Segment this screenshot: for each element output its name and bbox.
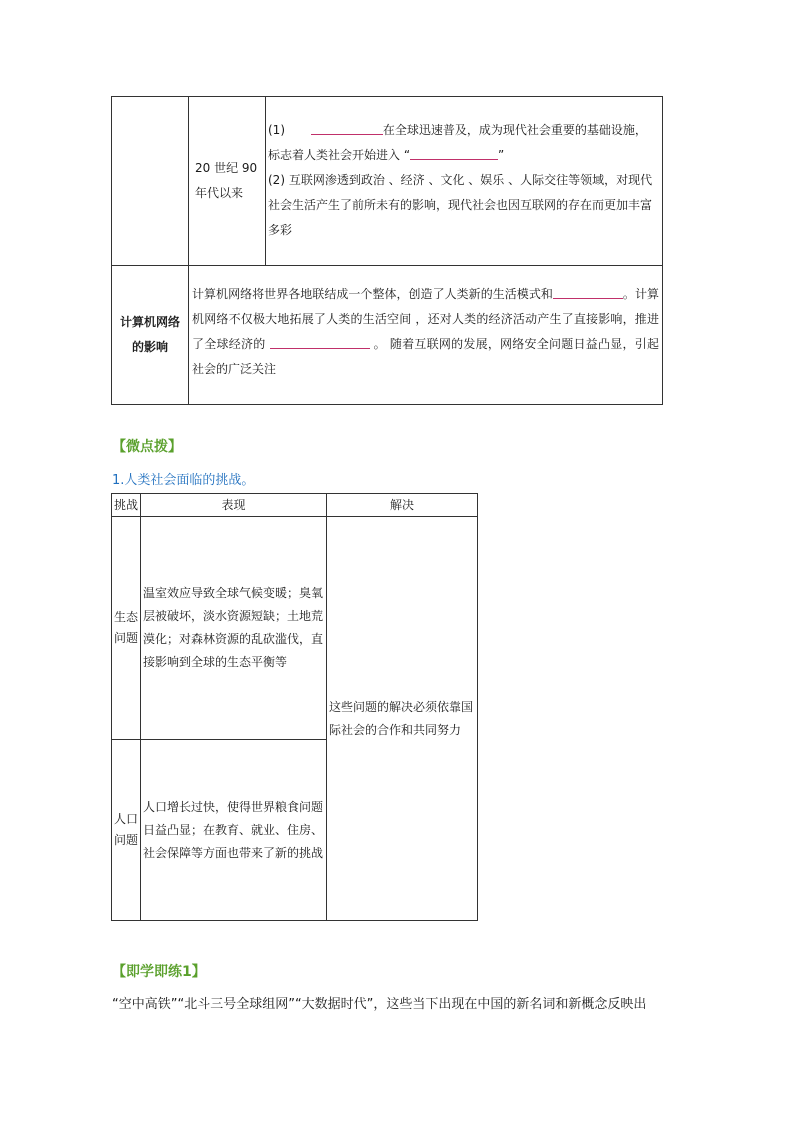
item2: (2) 互联网渗透到政治 、经济 、文化 、娱乐 、人际交往等领域，对现代社会生活产生了前所未有的影响，现代社会也因互联网的存在而更加丰富多彩 <box>268 172 653 237</box>
header-challenge: 挑战 <box>112 494 141 517</box>
blank-line[interactable] <box>270 334 370 349</box>
era-description <box>266 97 663 266</box>
item1-num: (1) <box>268 122 285 137</box>
blank-line[interactable] <box>410 145 498 160</box>
category-cell: 人口问题 <box>112 740 141 921</box>
performance-cell: 温室效应导致全球气候变暖；臭氧层被破坏，淡水资源短缺；土地荒漠化；对森林资源的乱砍滥伐，直接影响到全球的生态平衡等 <box>141 517 327 740</box>
header-performance: 表现 <box>141 494 327 517</box>
table-row <box>112 97 663 266</box>
section-heading: 【即学即练1】 <box>112 964 206 980</box>
item1-text: 在全球迅速普及，成为现代社会重要的基础设施，标志着人类社会开始进入 “ <box>268 122 647 162</box>
item1-close: ” <box>498 147 505 162</box>
blank-line[interactable] <box>311 120 383 135</box>
table-row <box>112 266 663 405</box>
impact-text: 计算机网络将世界各地联结成一个整体，创造了人类新的生活模式和 。计算机网络不仅极大地拓展了人类的生活空间 ，还对人类的经济活动产生了直接影响，推进了全球经济的 。 随着互联网的发展，网络安全问题日益凸显，引起社会的广泛关注 <box>189 266 663 405</box>
solution-cell: 这些问题的解决必须依靠国际社会的合作和共同努力 <box>327 517 478 921</box>
category-cell: 生态问题 <box>112 517 141 740</box>
impact-label: 计算机网络的影响 <box>112 266 189 405</box>
blank-line[interactable] <box>553 284 623 299</box>
header-solution: 解决 <box>327 494 478 517</box>
challenges-table <box>111 493 478 921</box>
internet-history-table <box>111 96 663 405</box>
exercise-text: “空中高铁”“北斗三号全球组网”“大数据时代”，这些当下出现在中国的新名词和新概念反映出 <box>112 997 647 1012</box>
section-subheading: 1.人类社会面临的挑战。 <box>112 473 255 488</box>
empty-cell <box>112 97 189 266</box>
table-row <box>112 517 478 740</box>
section-heading: 【微点拨】 <box>112 439 182 455</box>
item1 <box>268 118 658 168</box>
performance-cell: 人口增长过快，使得世界粮食问题日益凸显；在教育、就业、住房、社会保障等方面也带来了新的挑战 <box>141 740 327 921</box>
era-cell: 20 世纪 90 年代以来 <box>189 97 266 266</box>
table-header-row <box>112 494 478 517</box>
